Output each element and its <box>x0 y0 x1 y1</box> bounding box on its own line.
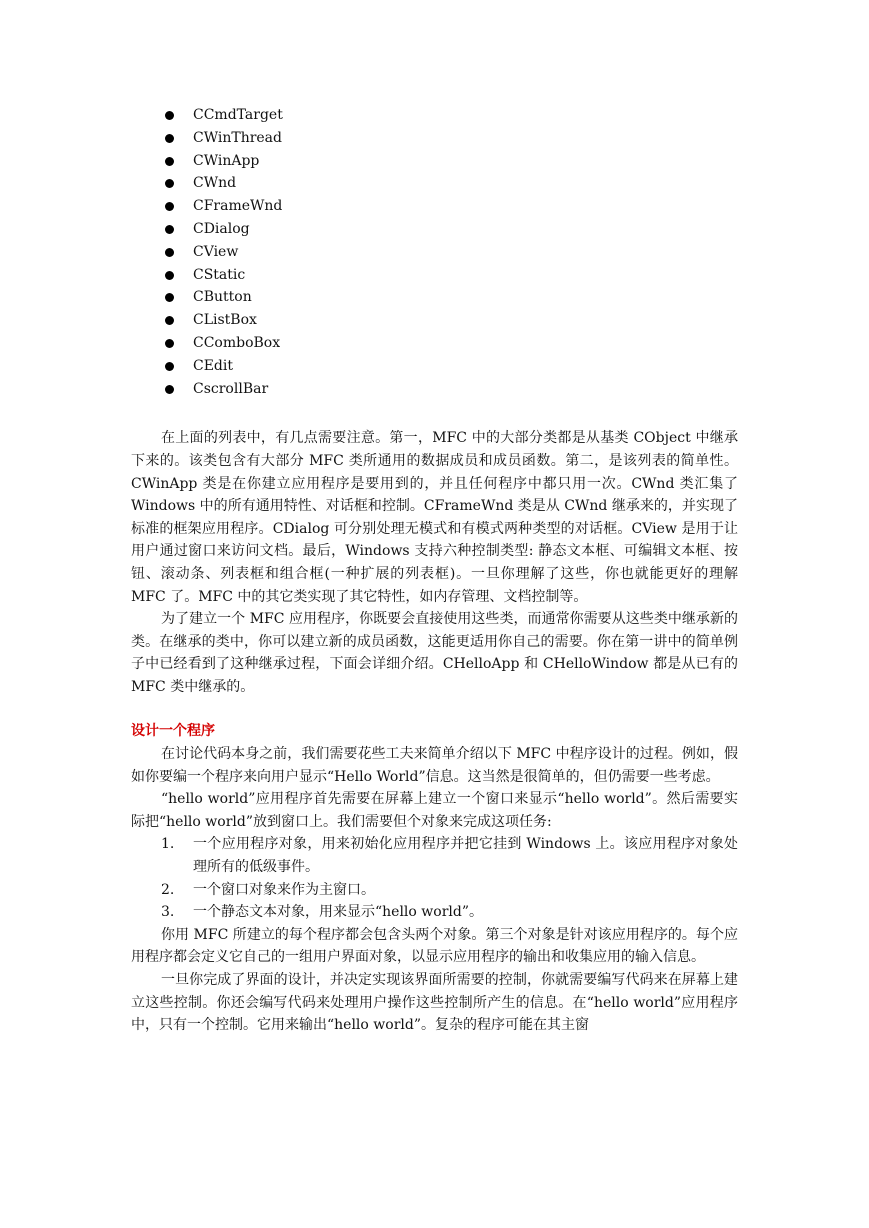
paragraph-design-intro: 在讨论代码本身之前，我们需要花些工夫来简单介绍以下 MFC 中程序设计的过程。例如，假如你要编一个程序来向用户显示“Hello World”信息。这当然是很简单的，但仍需要一些考虑。 <box>131 746 738 785</box>
bullet-item-text: CWnd <box>193 175 237 192</box>
bullet-item <box>131 286 738 309</box>
item-text: 一个应用程序对象，用来初始化应用程序并把它挂到 Windows 上。该应用程序对象处理所有的低级事件。 <box>193 836 738 876</box>
item-number: 3. <box>161 904 175 921</box>
numbered-item <box>131 833 738 878</box>
numbered-object-list <box>131 833 738 923</box>
bullet-item <box>131 218 738 241</box>
bullet-item <box>131 264 738 287</box>
numbered-item <box>131 879 738 902</box>
bullet-item-text: CEdit <box>193 357 233 374</box>
bullet-dot-icon <box>165 339 174 348</box>
bullet-dot-icon <box>165 202 174 211</box>
bullet-item-text: CView <box>193 243 239 260</box>
paragraph-object-roles: 你用 MFC 所建立的每个程序都会包含头两个对象。第三个对象是针对该应用程序的。每个应用程序都会定义它自己的一组用户界面对象，以显示应用程序的输出和收集应用的输入信息。 <box>131 926 738 966</box>
bullet-dot-icon <box>165 179 174 188</box>
bullet-dot-icon <box>165 293 174 302</box>
bullet-dot-icon <box>165 385 174 394</box>
paragraph-controls: 一旦你完成了界面的设计，并决定实现该界面所需要的控制，你就需要编写代码来在屏幕上建立这些控制。你还会编写代码来处理用户操作这些控制所产生的信息。在“hello world”应用程序中，只有一个控制。它用来输出“hello world”。复杂的程序可能在其主窗 <box>131 972 738 1034</box>
item-text: 一个窗口对象来作为主窗口。 <box>193 881 375 898</box>
bullet-item <box>131 332 738 355</box>
bullet-item-text: CComboBox <box>193 334 281 351</box>
bullet-item-text: CWinThread <box>193 129 282 146</box>
document-page <box>131 104 738 1037</box>
bullet-dot-icon <box>165 362 174 371</box>
bullet-item-text: CButton <box>193 289 252 306</box>
section-heading: 设计一个程序 <box>131 723 215 740</box>
bullet-dot-icon <box>165 316 174 325</box>
bullet-item-text: CscrollBar <box>193 380 269 397</box>
bullet-item-text: CListBox <box>193 312 257 329</box>
bullet-item <box>131 241 738 264</box>
paragraph-inheritance: 为了建立一个 MFC 应用程序，你既要会直接使用这些类，而通常你需要从这些类中继承新的类。在继承的类中，你可以建立新的成员函数，这能更适用你自己的需要。你在第一讲中的简单例子中已经看到了这种继承过程，下面会详细介绍。CHelloApp 和 CHelloWindow 都是从已有的 MFC 类中继承的。 <box>131 611 738 695</box>
bullet-item-text: CWinApp <box>193 152 260 169</box>
bullet-item-text: CDialog <box>193 220 250 237</box>
bullet-item <box>131 309 738 332</box>
bullet-item <box>131 355 738 378</box>
bullet-dot-icon <box>165 157 174 166</box>
paragraph-class-list-notes: 在上面的列表中，有几点需要注意。第一，MFC 中的大部分类都是从基类 CObject 中继承下来的。该类包含有大部分 MFC 类所通用的数据成员和成员函数。第二，是该列表的简单性。CWinApp 类是在你建立应用程序是要用到的，并且任何程序中都只用一次。CWnd 类汇集了 Windows 中的所有通用特性、对话框和控制。CFrameWnd 类是从 CWnd 继承来的，并实现了标准的框架应用程序。CDialog 可分别处理无模式和有模式两种类型的对话框。CView 是用于让用户通过窗口来访问文档。最后，Windows 支持六种控制类型: 静态文本框、可编辑文本框、按钮、滚动条、列表框和组合框(一种扩展的列表框)。一旦你理解了这些，你也就能更好的理解 MFC 了。MFC 中的其它类实现了其它特性，如内存管理、文档控制等。 <box>131 430 738 605</box>
bullet-dot-icon <box>165 225 174 234</box>
item-number: 1. <box>161 836 175 853</box>
bullet-item <box>131 104 738 127</box>
bullet-item <box>131 195 738 218</box>
bullet-item <box>131 127 738 150</box>
mfc-class-bullet-list <box>131 104 738 400</box>
item-number: 2. <box>161 881 175 898</box>
paragraph-hello-world-objects: “hello world”应用程序首先需要在屏幕上建立一个窗口来显示“hello world”。然后需要实际把“hello world”放到窗口上。我们需要但个对象来完成这项任务: <box>131 791 738 830</box>
bullet-item-text: CFrameWnd <box>193 198 283 215</box>
bullet-item <box>131 150 738 173</box>
bullet-item-text: CCmdTarget <box>193 107 283 123</box>
bullet-dot-icon <box>165 134 174 143</box>
item-text: 一个静态文本对象，用来显示“hello world”。 <box>193 904 483 921</box>
bullet-item <box>131 172 738 195</box>
bullet-item-text: CStatic <box>193 266 246 283</box>
numbered-item <box>131 901 738 924</box>
bullet-dot-icon <box>165 111 174 120</box>
bullet-item <box>131 378 738 401</box>
bullet-dot-icon <box>165 271 174 280</box>
bullet-dot-icon <box>165 248 174 257</box>
